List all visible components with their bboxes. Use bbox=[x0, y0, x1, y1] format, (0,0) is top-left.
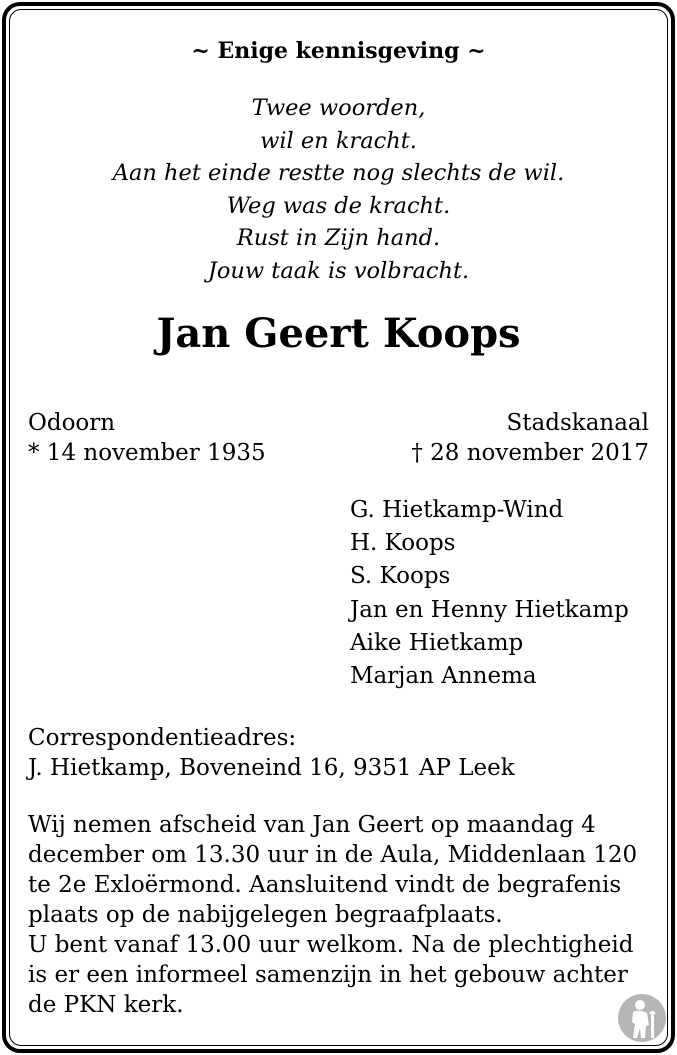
service-line: plaats op de nabijgelegen begraafplaats. bbox=[28, 902, 503, 928]
service-details bbox=[28, 810, 637, 1020]
service-line: te 2e Exloërmond. Aansluitend vindt de begrafenis bbox=[28, 872, 622, 898]
poem-line: Rust in Zijn hand. bbox=[236, 225, 441, 251]
poem-line: wil en kracht. bbox=[260, 127, 417, 154]
poem-line: Weg was de kracht. bbox=[226, 192, 451, 219]
family-member: G. Hietkamp-Wind bbox=[350, 497, 564, 523]
poem-line: Aan het einde restte nog slechts de wil. bbox=[112, 160, 565, 186]
service-line: december om 13.30 uur in de Aula, Middenlaan 120 bbox=[28, 842, 638, 868]
mourning-figure-icon bbox=[616, 992, 668, 1044]
family-member: H. Koops bbox=[350, 530, 456, 557]
poem-line: Twee woorden, bbox=[251, 95, 426, 121]
poem-line: Jouw taak is volbracht. bbox=[207, 257, 470, 284]
birth-date: * 14 november 1935 bbox=[28, 440, 266, 466]
correspondence-label: Correspondentieadres: bbox=[28, 725, 297, 751]
death-place: Stadskanaal bbox=[506, 410, 649, 436]
family-member: Marjan Annema bbox=[350, 663, 537, 690]
deceased-name: Jan Geert Koops bbox=[156, 310, 521, 357]
birth-place: Odoorn bbox=[28, 410, 116, 436]
poem bbox=[0, 92, 677, 287]
death-date: † 28 november 2017 bbox=[411, 440, 649, 466]
correspondence-block bbox=[28, 723, 515, 783]
family-member: S. Koops bbox=[350, 563, 451, 590]
notice-heading: ~ Enige kennisgeving ~ bbox=[191, 38, 486, 64]
service-line: Wij nemen afscheid van Jan Geert op maandag 4 bbox=[28, 812, 596, 838]
family-member: Aike Hietkamp bbox=[350, 629, 524, 656]
death-info bbox=[411, 408, 649, 468]
service-line: de PKN kerk. bbox=[28, 992, 184, 1018]
birth-info bbox=[28, 408, 266, 468]
correspondence-address: J. Hietkamp, Boveneind 16, 9351 AP Leek bbox=[28, 755, 515, 781]
service-line: is er een informeel samenzijn in het gebouw achter bbox=[28, 962, 628, 988]
service-line: U bent vanaf 13.00 uur welkom. Na de plechtigheid bbox=[28, 932, 634, 958]
family-member: Jan en Henny Hietkamp bbox=[350, 596, 629, 623]
family-list bbox=[350, 494, 629, 693]
